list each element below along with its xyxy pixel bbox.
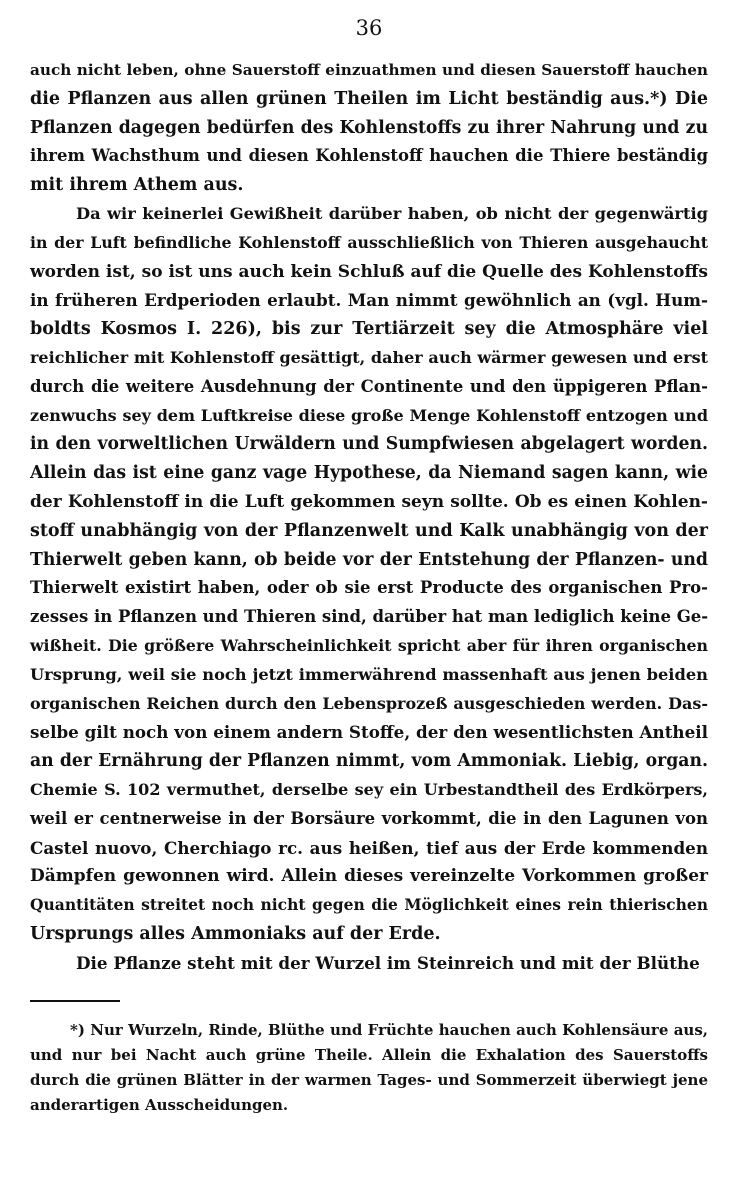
- page-number: 36: [355, 16, 383, 40]
- text-line: durch die weitere Ausdehnung der Continente und den üppigeren Pflan-: [30, 376, 708, 396]
- footnote-line: anderartigen Ausscheidungen.: [30, 1095, 289, 1114]
- paragraph-3: [30, 949, 708, 978]
- text-line: Pflanzen dagegen bedürfen des Kohlenstoffs zu ihrer Nahrung und zu: [30, 117, 708, 138]
- text-line: mit ihrem Athem aus.: [30, 175, 244, 196]
- text-line: Die Pflanze steht mit der Wurzel im Steinreich und mit der Blüthe: [76, 952, 700, 973]
- footnote: [30, 1018, 708, 1118]
- text-line: Da wir keinerlei Gewißheit darüber haben, ob nicht der gegenwärtig: [76, 203, 708, 223]
- text-line: Dämpfen gewonnen wird. Allein dieses vereinzelte Vorkommen großer: [30, 866, 708, 887]
- text-line: Ursprung, weil sie noch jetzt immerwährend massenhaft aus jenen beiden: [30, 664, 708, 684]
- text-line: weil er centnerweise in der Borsäure vorkommt, die in den Lagunen von: [30, 808, 708, 828]
- text-line: boldts Kosmos I. 226), bis zur Tertiärzeit sey die Atmosphäre viel: [30, 319, 708, 340]
- paragraph-2: [30, 200, 708, 949]
- text-line: der Kohlenstoff in die Luft gekommen seyn sollte. Ob es einen Kohlen-: [30, 491, 708, 512]
- text-line: wißheit. Die größere Wahrscheinlichkeit spricht aber für ihren organischen: [30, 635, 708, 655]
- text-line: an der Ernährung der Pflanzen nimmt, vom Ammoniak. Liebig, organ.: [30, 751, 708, 772]
- text-line: reichlicher mit Kohlenstoff gesättigt, daher auch wärmer gewesen und erst: [30, 347, 708, 367]
- text-line: Allein das ist eine ganz vage Hypothese, da Niemand sagen kann, wie: [30, 463, 708, 484]
- text-line: zenwuchs sey dem Luftkreise diese große Menge Kohlenstoff entzogen und: [30, 405, 708, 425]
- text-line: zesses in Pflanzen und Thieren sind, darüber hat man lediglich keine Ge-: [30, 607, 709, 627]
- text-line: organischen Reichen durch den Lebensprozeß ausgeschieden werden. Das-: [30, 693, 708, 713]
- text-line: selbe gilt noch von einem andern Stoffe, der den wesentlichsten Antheil: [30, 722, 708, 743]
- text-line: Thierwelt existirt haben, oder ob sie erst Producte des organischen Pro-: [30, 578, 708, 598]
- footnote-line: durch die grünen Blätter in der warmen Tages- und Sommerzeit überwiegt jene: [30, 1070, 708, 1089]
- footnote-divider: [30, 1000, 120, 1002]
- text-line: Castel nuovo, Cherchiago rc. aus heißen, tief aus der Erde kommenden: [30, 837, 708, 858]
- text-line: Chemie S. 102 vermuthet, derselbe sey ein Urbestandtheil des Erdkörpers,: [30, 779, 708, 799]
- text-line: Quantitäten streitet noch nicht gegen die Möglichkeit eines rein thierischen: [30, 895, 708, 915]
- text-line: Ursprungs alles Ammoniaks auf der Erde.: [30, 923, 441, 944]
- text-line: in der Luft befindliche Kohlenstoff ausschließlich von Thieren ausgehaucht: [30, 232, 708, 252]
- footnote-line: *) Nur Wurzeln, Rinde, Blüthe und Früchte hauchen auch Kohlensäure aus,: [70, 1020, 708, 1039]
- text-line: in den vorweltlichen Urwäldern und Sumpfwiesen abgelagert worden.: [30, 434, 708, 455]
- footnote-line: und nur bei Nacht auch grüne Theile. Allein die Exhalation des Sauerstoffs: [30, 1045, 708, 1064]
- text-line: in früheren Erdperioden erlaubt. Man nimmt gewöhnlich an (vgl. Hum-: [30, 290, 708, 311]
- text-line: ihrem Wachsthum und diesen Kohlenstoff hauchen die Thiere beständig: [30, 146, 708, 166]
- paragraph-1: [30, 56, 708, 200]
- text-line: auch nicht leben, ohne Sauerstoff einzuathmen und diesen Sauerstoff hauchen: [30, 61, 708, 79]
- text-line: stoff unabhängig von der Pflanzenwelt und Kalk unabhängig von der: [30, 520, 708, 541]
- main-text: [30, 56, 708, 978]
- text-line: die Pflanzen aus allen grünen Theilen im Licht beständig aus.*) Die: [30, 88, 708, 109]
- text-line: worden ist, so ist uns auch kein Schluß auf die Quelle des Kohlenstoffs: [30, 261, 708, 282]
- text-line: Thierwelt geben kann, ob beide vor der Entstehung der Pflanzen- und: [30, 549, 708, 570]
